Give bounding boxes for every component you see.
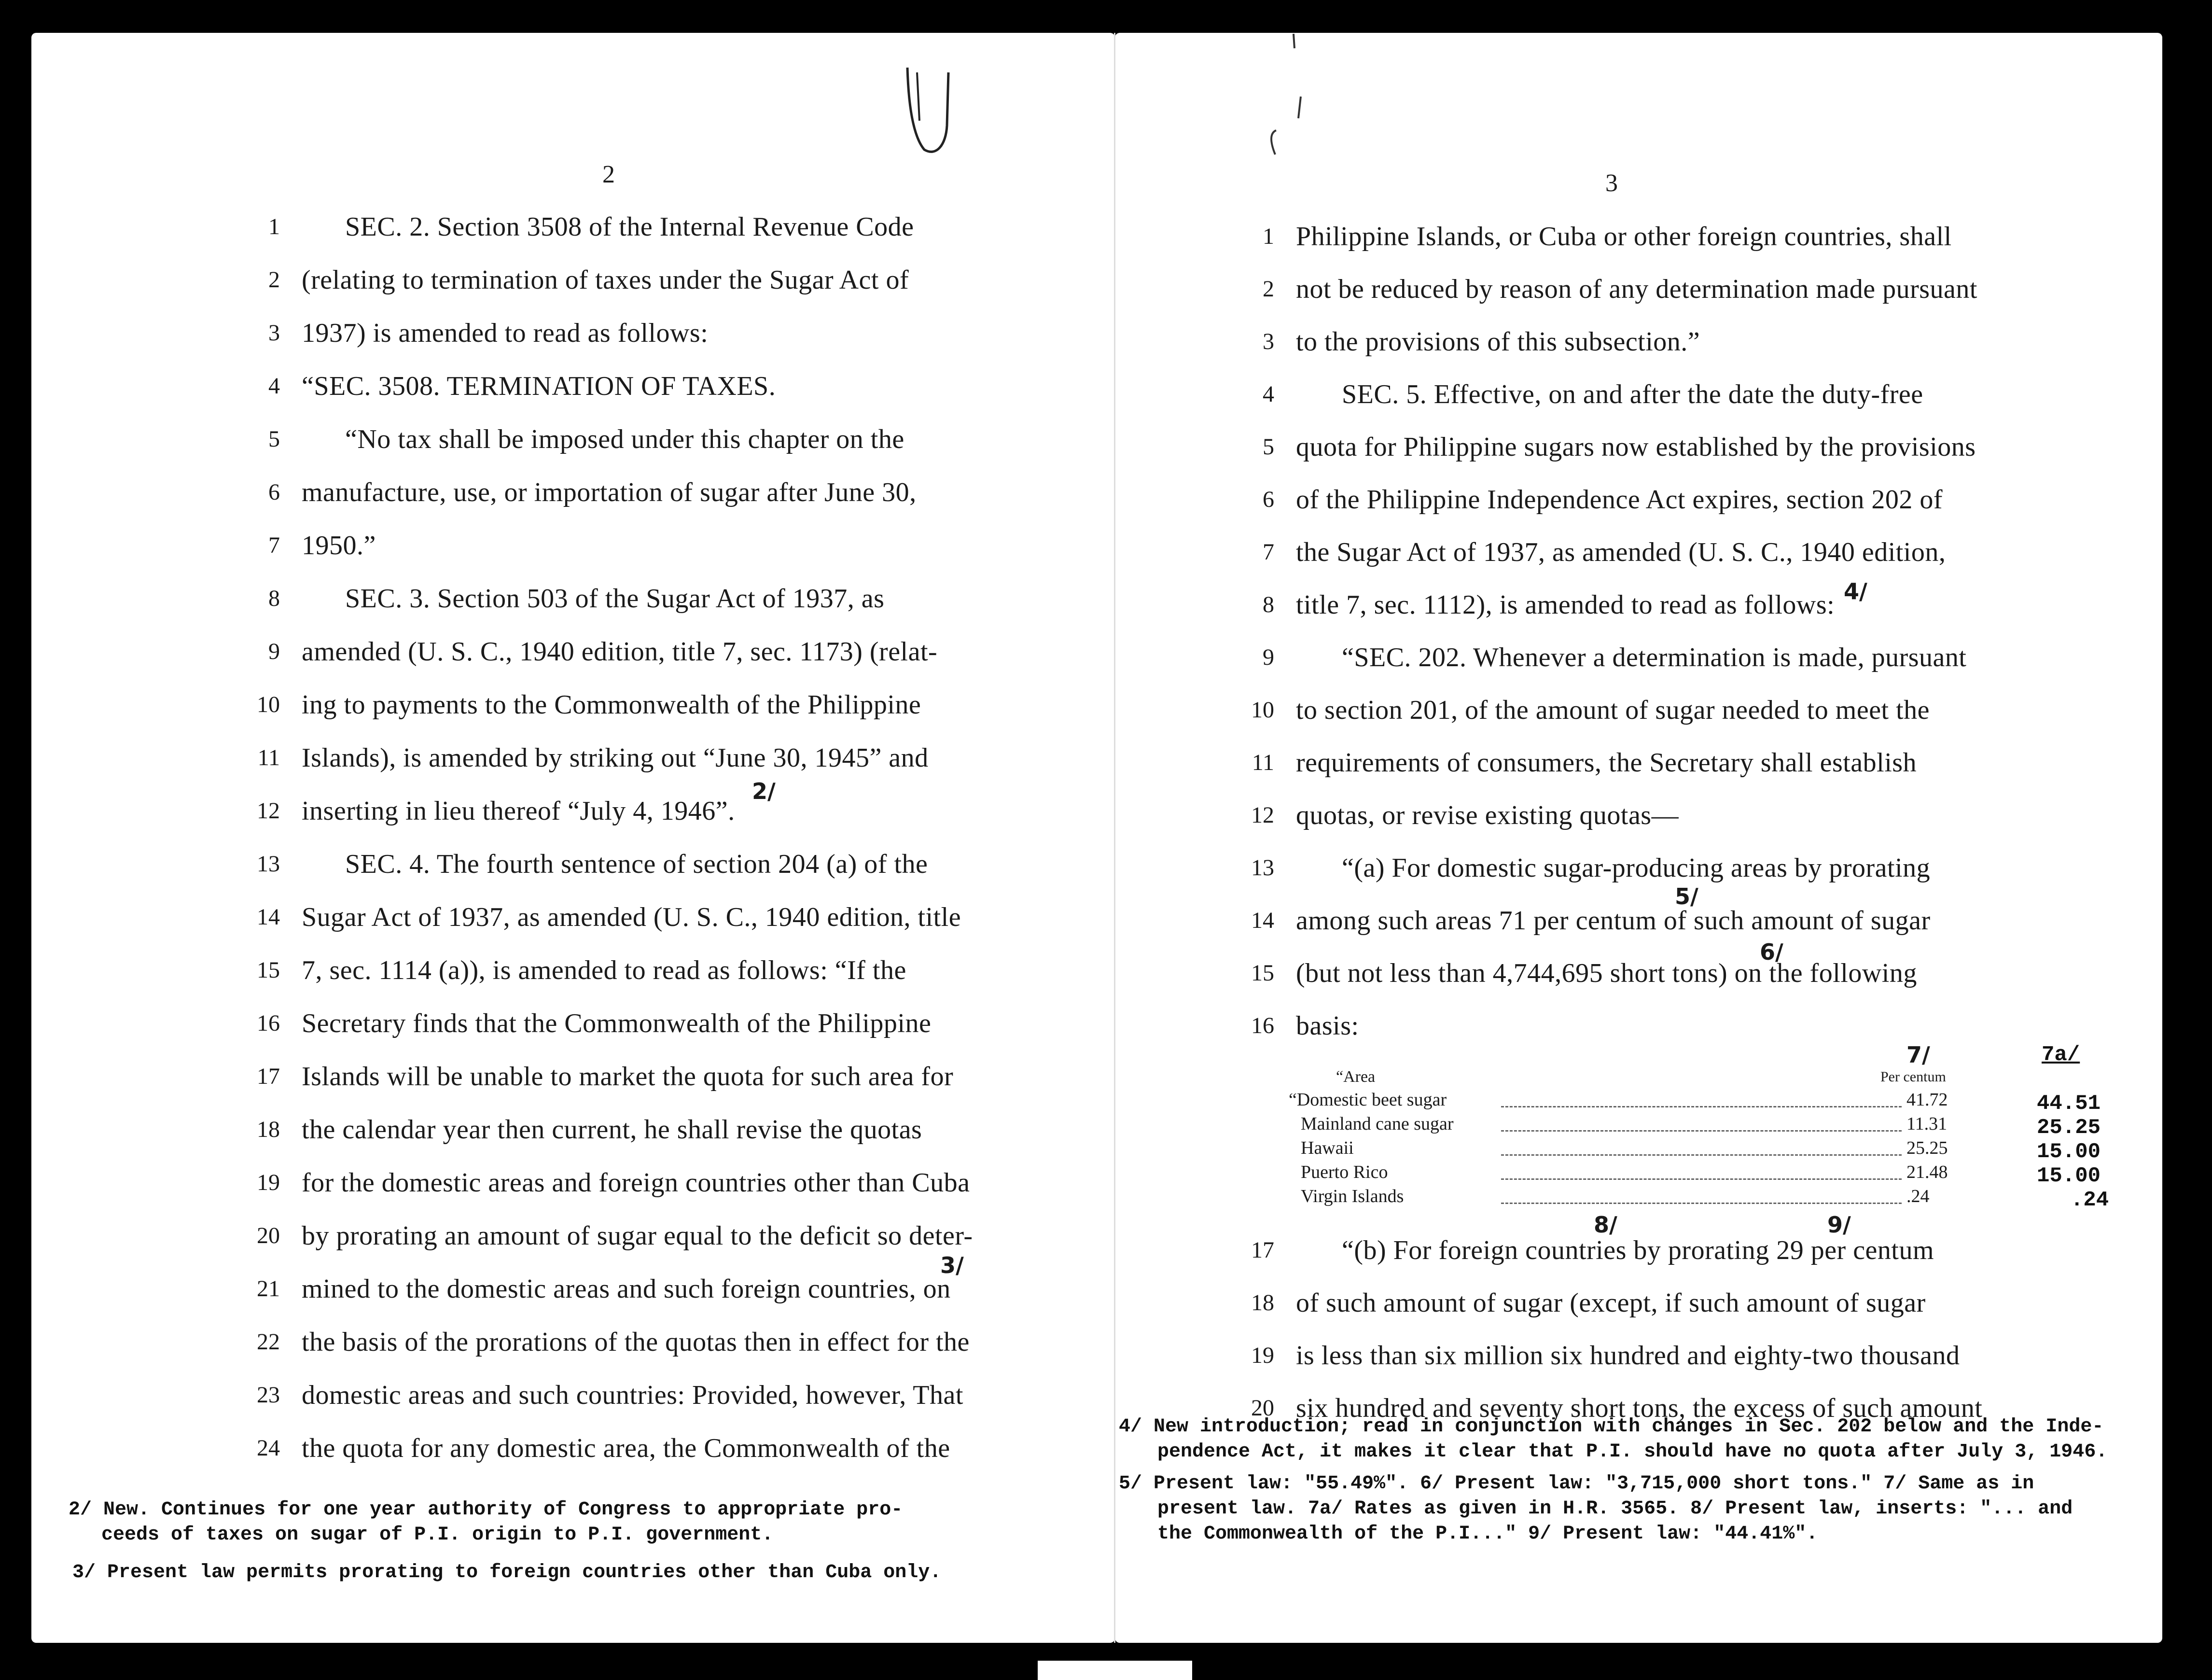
table-row-handwritten-rate: 15.00	[2037, 1164, 2101, 1188]
note-4-line-2: pendence Act, it makes it clear that P.I. should have no quota after July 3, 1946.	[1157, 1441, 2108, 1463]
left-line-number: 3	[268, 320, 280, 346]
footnote-marker-8: 8/	[1594, 1212, 1617, 1238]
table-row-handwritten-rate: .24	[2071, 1188, 2109, 1212]
footnote-marker-7: 7/	[1906, 1042, 1930, 1068]
right-line-number: 1	[1263, 224, 1274, 249]
footnote-marker-2: 2/	[752, 778, 776, 804]
table-row-area: “Domestic beet sugar	[1289, 1090, 1447, 1110]
footnote-marker-3: 3/	[940, 1252, 964, 1278]
left-line-number: 1	[268, 214, 280, 239]
right-text-line: “SEC. 202. Whenever a determination is made, pursuant	[1342, 643, 1967, 672]
pen-stroke-mark	[903, 63, 956, 159]
left-text-line: Islands will be unable to market the quota for such area for	[302, 1062, 954, 1092]
right-line-number: 3	[1263, 329, 1274, 354]
table-row-pct: 21.48	[1906, 1162, 1948, 1182]
left-line-number: 11	[257, 745, 280, 770]
right-line-number: 9	[1263, 644, 1274, 670]
right-text-line: to the provisions of this subsection.”	[1296, 327, 1700, 357]
right-text-line: “(b) For foreign countries by prorating 29 per centum	[1342, 1235, 1934, 1265]
page-number: 2	[602, 161, 615, 188]
left-text-line: 1950.”	[302, 531, 376, 560]
left-text-line: SEC. 3. Section 503 of the Sugar Act of 1937, as	[345, 584, 885, 614]
right-text-line: quotas, or revise existing quotas—	[1296, 800, 1679, 830]
right-line-number: 4	[1263, 381, 1274, 407]
left-text-line: the quota for any domestic area, the Commonwealth of the	[302, 1433, 950, 1463]
note-4-line-1: 4/ New introduction; read in conjunction with changes in Sec. 202 below and the Inde-	[1119, 1416, 2104, 1438]
table-header-pct: Per centum	[1880, 1069, 1946, 1085]
left-text-line: 1937) is amended to read as follows:	[302, 318, 709, 348]
left-text-line: manufacture, use, or importation of sugar after June 30,	[302, 477, 917, 507]
left-text-line: SEC. 4. The fourth sentence of section 204 (a) of the	[345, 849, 928, 879]
left-line-number: 6	[268, 479, 280, 505]
left-text-line: mined to the domestic areas and such foreign countries, on	[302, 1274, 951, 1304]
right-text-line: “(a) For domestic sugar-producing areas by prorating	[1342, 853, 1931, 883]
table-row-pct: 11.31	[1906, 1114, 1948, 1134]
right-text-line: not be reduced by reason of any determination made pursuant	[1296, 274, 1977, 304]
right-line-number: 20	[1251, 1395, 1274, 1421]
left-text-line: 7, sec. 1114 (a)), is amended to read as follows: “If the	[302, 955, 906, 985]
left-text-line: Sugar Act of 1937, as amended (U. S. C., 1940 edition, title	[302, 902, 961, 932]
left-line-number: 13	[257, 851, 280, 877]
right-text-line: of such amount of sugar (except, if such amount of sugar	[1296, 1288, 1926, 1318]
table-row-area: Hawaii	[1301, 1138, 1354, 1158]
left-text-line: “SEC. 3508. TERMINATION OF TAXES.	[302, 371, 776, 401]
note-2-line-1: 2/ New. Continues for one year authority of Congress to appropriate pro-	[69, 1499, 903, 1521]
note-5-line-3: the Commonwealth of the P.I..." 9/ Present law: "44.41%".	[1157, 1523, 1818, 1545]
left-text-line: the basis of the prorations of the quotas then in effect for the	[302, 1327, 970, 1357]
right-line-number: 11	[1252, 750, 1274, 775]
right-line-number: 5	[1263, 434, 1274, 460]
right-line-number: 15	[1251, 960, 1274, 986]
footnote-marker-5: 5/	[1675, 883, 1698, 910]
note-3: 3/ Present law permits prorating to foreign countries other than Cuba only.	[72, 1562, 942, 1583]
right-text-line: basis:	[1296, 1011, 1359, 1041]
left-text-line: SEC. 2. Section 3508 of the Internal Revenue Code	[345, 212, 914, 242]
table-row-handwritten-rate: 25.25	[2037, 1116, 2101, 1140]
left-text-line: “No tax shall be imposed under this chapter on the	[345, 424, 904, 454]
right-text-line: of the Philippine Independence Act expires, section 202 of	[1296, 485, 1943, 515]
right-line-number: 2	[1263, 276, 1274, 302]
right-text-line: among such areas 71 per centum of such amount of sugar	[1296, 906, 1931, 936]
footnote-marker-4: 4/	[1844, 578, 1867, 604]
table-row-pct: 25.25	[1906, 1138, 1948, 1158]
right-text-line: to section 201, of the amount of sugar needed to meet the	[1296, 695, 1930, 725]
table-leader-dots	[1501, 1203, 1902, 1204]
left-line-number: 14	[257, 904, 280, 930]
left-text-line: for the domestic areas and foreign countries other than Cuba	[302, 1168, 970, 1198]
table-row-area: Virgin Islands	[1301, 1186, 1404, 1206]
table-header-handwritten: 7a/	[2042, 1043, 2080, 1067]
left-line-number: 24	[257, 1435, 280, 1461]
left-line-number: 8	[268, 586, 280, 611]
right-line-number: 14	[1251, 908, 1274, 933]
footnote-marker-6: 6/	[1760, 939, 1783, 965]
right-text-line: requirements of consumers, the Secretary shall establish	[1296, 748, 1917, 778]
right-text-line: quota for Philippine sugars now established by the provisions	[1296, 432, 1976, 462]
right-line-number: 7	[1263, 539, 1274, 565]
left-line-number: 17	[257, 1064, 280, 1089]
note-2-line-2: ceeds of taxes on sugar of P.I. origin to P.I. government.	[101, 1524, 774, 1546]
right-text-line: Philippine Islands, or Cuba or other foreign countries, shall	[1296, 222, 1952, 252]
page-fold	[1114, 33, 1115, 1643]
right-line-number: 10	[1251, 697, 1274, 723]
table-row-handwritten-rate: 44.51	[2037, 1092, 2101, 1116]
left-text-line: the calendar year then current, he shall revise the quotas	[302, 1115, 922, 1145]
left-line-number: 20	[257, 1223, 280, 1248]
left-line-number: 2	[268, 267, 280, 293]
right-text-line: is less than six million six hundred and eighty-two thousand	[1296, 1341, 1960, 1371]
right-text-line: (but not less than 4,744,695 short tons) on the following	[1296, 958, 1917, 988]
table-leader-dots	[1501, 1130, 1902, 1132]
left-line-number: 21	[257, 1276, 280, 1302]
left-line-number: 19	[257, 1170, 280, 1195]
left-text-line: amended (U. S. C., 1940 edition, title 7, sec. 1173) (relat-	[302, 637, 938, 667]
left-line-number: 10	[257, 692, 280, 717]
table-header-area: “Area	[1336, 1068, 1376, 1086]
right-line-number: 6	[1263, 487, 1274, 512]
right-line-number: 8	[1263, 592, 1274, 617]
left-line-number: 23	[257, 1382, 280, 1408]
right-text-line: title 7, sec. 1112), is amended to read as follows:	[1296, 590, 1835, 620]
left-text-line: (relating to termination of taxes under the Sugar Act of	[302, 265, 909, 295]
left-line-number: 12	[257, 798, 280, 824]
left-text-line: Islands), is amended by striking out “June 30, 1945” and	[302, 743, 929, 773]
right-line-number: 17	[1251, 1237, 1274, 1263]
left-text-line: inserting in lieu thereof “July 4, 1946”.	[302, 796, 735, 826]
footnote-marker-9: 9/	[1827, 1212, 1851, 1238]
right-text-line: six hundred and seventy short tons, the excess of such amount	[1296, 1393, 1983, 1423]
left-line-number: 4	[268, 373, 280, 399]
table-row-area: Puerto Rico	[1301, 1162, 1388, 1182]
left-line-number: 7	[268, 532, 280, 558]
pen-stroke-mark-right	[1265, 29, 1308, 164]
left-text-line: ing to payments to the Commonwealth of the Philippine	[302, 690, 921, 720]
bottom-tab	[1038, 1661, 1192, 1680]
page-number-right: 3	[1605, 169, 1618, 197]
table-row-pct: 41.72	[1906, 1090, 1948, 1110]
left-text-line: Secretary finds that the Commonwealth of the Philippine	[302, 1008, 932, 1038]
right-text-line: SEC. 5. Effective, on and after the date the duty-free	[1342, 379, 1923, 409]
left-line-number: 9	[268, 639, 280, 664]
right-line-number: 19	[1251, 1343, 1274, 1368]
right-line-number: 16	[1251, 1013, 1274, 1038]
right-text-line: the Sugar Act of 1937, as amended (U. S. C., 1940 edition,	[1296, 537, 1946, 567]
table-leader-dots	[1501, 1106, 1902, 1107]
table-leader-dots	[1501, 1178, 1902, 1180]
right-line-number: 13	[1251, 855, 1274, 881]
note-5-line-1: 5/ Present law: "55.49%". 6/ Present law: "3,715,000 short tons." 7/ Same as in	[1119, 1473, 2034, 1495]
right-line-number: 18	[1251, 1290, 1274, 1316]
left-line-number: 5	[268, 426, 280, 452]
left-line-number: 16	[257, 1010, 280, 1036]
table-row-area: Mainland cane sugar	[1301, 1114, 1454, 1134]
table-row-pct: .24	[1906, 1186, 1930, 1206]
left-line-number: 15	[257, 957, 280, 983]
left-line-number: 18	[257, 1117, 280, 1142]
table-row-handwritten-rate: 15.00	[2037, 1140, 2101, 1164]
note-5-line-2: present law. 7a/ Rates as given in H.R. 3565. 8/ Present law, inserts: "... and	[1157, 1498, 2073, 1520]
left-line-number: 22	[257, 1329, 280, 1355]
table-leader-dots	[1501, 1154, 1902, 1156]
left-text-line: by prorating an amount of sugar equal to the deficit so deter-	[302, 1221, 973, 1251]
right-line-number: 12	[1251, 802, 1274, 828]
left-text-line: domestic areas and such countries: Provided, however, That	[302, 1380, 963, 1410]
